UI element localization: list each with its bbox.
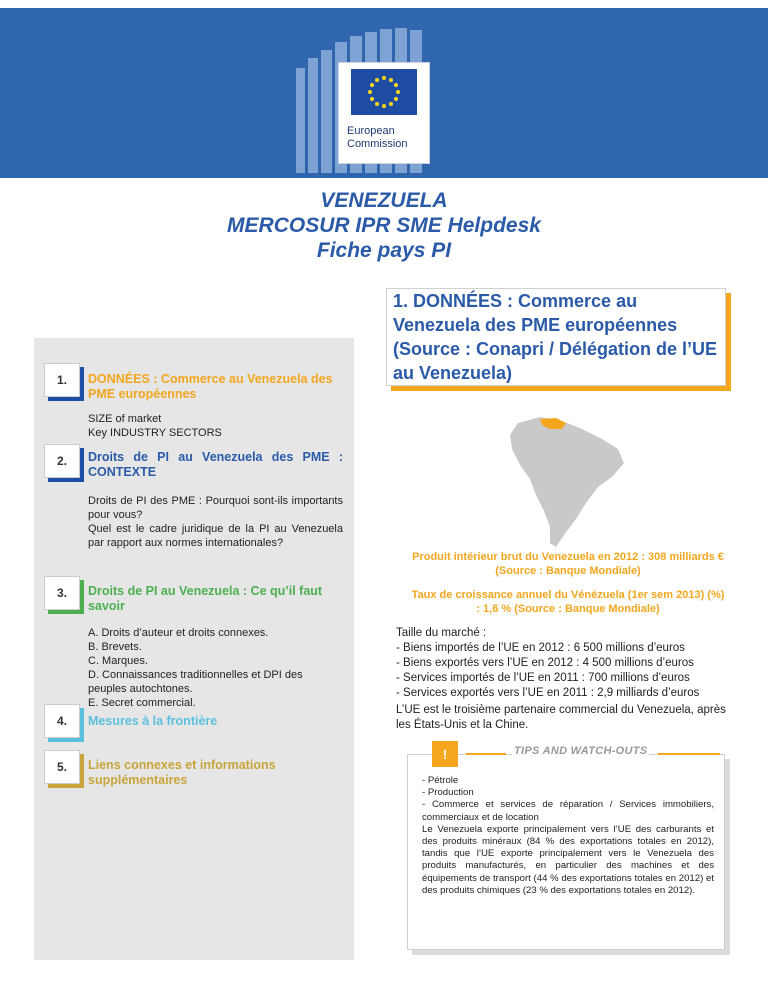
tips-title: TIPS AND WATCH-OUTS xyxy=(514,745,648,757)
section-title-3[interactable]: Droits de PI au Venezuela : Ce qu’il faut savoir xyxy=(88,584,323,613)
section-heading: 1. DONNÉES : Commerce au Venezuela des PME européennes (Source : Conapri / Délégation de l’UE au Venezuela) xyxy=(386,288,726,386)
section-number-1: 1. xyxy=(44,363,80,397)
section-3-item: D. Connaissances traditionnelles et DPI des peuples autochtones. xyxy=(88,669,303,695)
section-title-4[interactable]: Mesures à la frontière xyxy=(88,714,218,728)
section-title-5[interactable]: Liens connexes et informations supplémentaires xyxy=(88,758,276,787)
growth-text: Taux de croissance annuel du Vénézuela (1er sem 2013) (%) : 1,6 % (Source : Banque Mondiale) xyxy=(411,589,725,615)
logo-line-commission: Commission xyxy=(347,138,408,150)
eu-flag-icon xyxy=(351,69,417,115)
market-item: - Biens importés de l’UE en 2012 : 6 500 millions d’euros xyxy=(396,642,685,654)
market-size-title: Taille du marché : xyxy=(396,627,487,639)
commission-logo xyxy=(338,62,430,164)
section-number-2: 2. xyxy=(44,444,80,478)
section-3-item: B. Brevets. xyxy=(88,641,142,653)
tips-line: - Pétrole xyxy=(422,775,459,786)
tips-box xyxy=(407,745,725,950)
logo-line-european: European xyxy=(347,125,395,137)
eu-stars-icon xyxy=(351,69,417,115)
tips-content xyxy=(422,775,714,897)
section-3-item: A. Droits d’auteur et droits connexes. xyxy=(88,627,269,639)
title-helpdesk: MERCOSUR IPR SME Helpdesk xyxy=(227,214,541,237)
partner-text: L’UE est le troisième partenaire commercial du Venezuela, après les États-Unis et la Chine. xyxy=(396,704,726,731)
tips-line: - Production xyxy=(422,787,474,799)
title-country: VENEZUELA xyxy=(320,189,448,212)
commission-logo-text xyxy=(347,125,408,151)
section-body-1 xyxy=(88,412,343,440)
tips-line: - Commerce et services de réparation / Services immobiliers, commerciaux et de location xyxy=(422,799,714,823)
market-item: - Biens exportés vers l’UE en 2012 : 4 500 millions d’euros xyxy=(396,657,694,669)
section-3-item: E. Secret commercial. xyxy=(88,697,196,709)
page-title xyxy=(0,188,768,263)
table-of-contents xyxy=(34,338,354,960)
section-2-item: Droits de PI des PME : Pourquoi sont-ils importants pour vous? xyxy=(88,495,343,521)
section-number-3: 3. xyxy=(44,576,80,610)
section-number-5: 5. xyxy=(44,750,80,784)
south-america-map-icon xyxy=(500,415,630,550)
gdp-text: Produit intérieur brut du Venezuela en 2012 : 308 milliards € (Source : Banque Mondiale) xyxy=(412,551,724,577)
section-title-1[interactable]: DONNÉES : Commerce au Venezuela des PME européennes xyxy=(88,372,333,401)
section-body-2 xyxy=(88,494,343,550)
market-item: - Services importés de l’UE en 2011 : 700 millions d’euros xyxy=(396,672,690,684)
tips-line: Le Venezuela exporte principalement vers l’UE des carburants et des produits minéraux (84 % des exportations totales en 2012), tandis que l’UE exporte principalement vers le Venezuela des produits manufacturés, en particulier des machines et des équipements de transport (44 % des exportations totales en 2012) et des produits chimiques (23 % des exportations totales en 2012). xyxy=(422,823,714,896)
section-body-3 xyxy=(88,626,343,710)
exclamation-icon: ! xyxy=(432,741,458,767)
section-2-item: Quel est le cadre juridique de la PI au Venezuela par rapport aux normes internationales? xyxy=(88,523,343,549)
tips-divider xyxy=(466,753,506,755)
title-subtitle: Fiche pays PI xyxy=(316,239,452,262)
market-size-block xyxy=(396,626,726,701)
section-1-item: Key INDUSTRY SECTORS xyxy=(88,427,222,439)
section-title-2[interactable]: Droits de PI au Venezuela des PME : CONTEXTE xyxy=(88,450,343,479)
section-1-item: SIZE of market xyxy=(88,413,162,425)
section-3-item: C. Marques. xyxy=(88,655,148,667)
tips-divider xyxy=(658,753,720,755)
market-item: - Services exportés vers l’UE en 2011 : 2,9 milliards d’euros xyxy=(396,687,700,699)
section-number-4: 4. xyxy=(44,704,80,738)
